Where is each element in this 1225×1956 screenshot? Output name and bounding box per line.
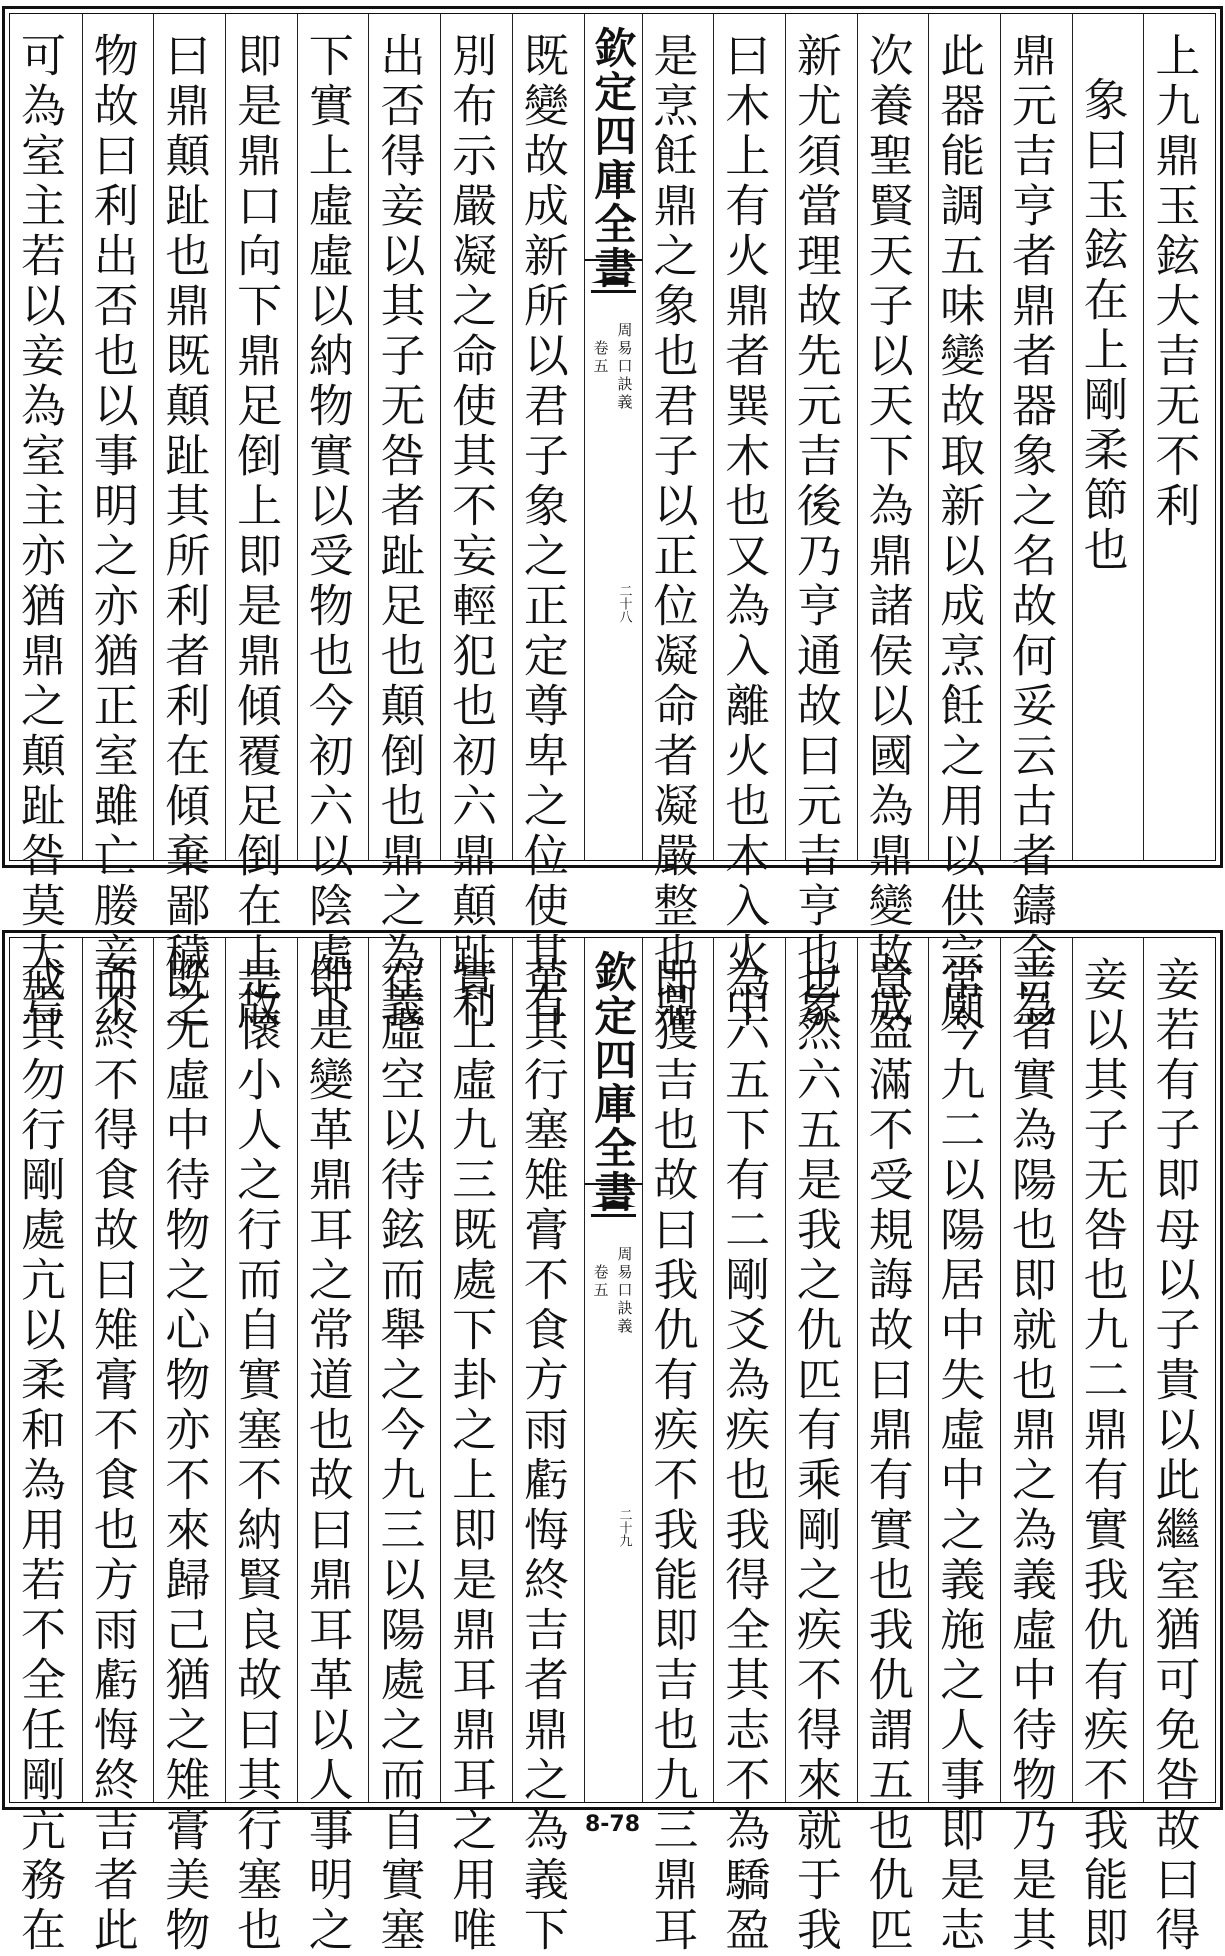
volume-label: 卷五 (591, 340, 610, 376)
text-column: 次養聖賢天子以天下為鼎諸侯以國為鼎變故成 (857, 14, 929, 860)
text-column: 象曰玉鉉在上剛柔節也 (1072, 14, 1144, 860)
text-column: 曰木上有火鼎者巽木也又為入離火也木入火中 (713, 14, 785, 860)
text-column: 在虛空以待鉉而舉之今九三以陽處之而自實塞 (368, 938, 440, 1802)
collection-title: 欽定四庫全書 (585, 14, 642, 261)
folio-number: 二十八 (616, 584, 632, 623)
page-number: 8-78 (584, 1812, 641, 1837)
text-column: 也然六五是我之仇匹有乘剛之疾不得來就于我 (785, 938, 857, 1802)
book-title: 周易口訣義 (615, 1246, 634, 1336)
text-column: 此器能調五味變故取新以成烹飪之用以供宗廟 (928, 14, 1000, 860)
book-title: 周易口訣義 (615, 322, 634, 412)
text-column: 是懷小人之行而自實塞不納賢良故曰其行塞也 (225, 938, 297, 1802)
text-column: 妾若有子即母以子貴以此繼室猶可免咎故曰得 (1143, 938, 1215, 1802)
text-column: 鼎元吉亨者鼎者器象之名故何妥云古者鑄金為 (1000, 14, 1072, 860)
text-column: 可為室主若以妾為室主亦猶鼎之顛趾咎莫大焉 (13, 32, 66, 1032)
text-column: 別布示嚴凝之命使其不妄輕犯也初六鼎顛趾利 (440, 14, 512, 860)
text-column: 常今九二以陽居中失虛中之義施之人事即是志 (928, 938, 1000, 1802)
text-column: 為六五下有二剛爻為疾也我得全其志不為驕盈 (713, 938, 785, 1802)
text-column: 即是鼎口向下鼎足倒上即是鼎傾覆足倒在上故 (225, 14, 297, 860)
text-column: 而終不得食故曰雉膏不食也方雨虧悔終吉者此 (82, 938, 154, 1802)
text-column: 是烹飪鼎之象也君子以正位凝命者凝嚴整也鼎 (642, 14, 714, 860)
fish-tail-mark-icon (591, 1200, 636, 1207)
fish-tail-mark-icon (591, 276, 636, 283)
page-upper-frame (9, 13, 1216, 1032)
text-column: 上九鼎玉鉉大吉无不利 (1143, 14, 1215, 860)
collection-title: 欽定四庫全書 (585, 938, 642, 1185)
text-column: 意盈滿不受規誨故曰鼎有實也我仇謂五也仇匹 (857, 938, 929, 1802)
text-column: 妾以其子无咎也九二鼎有實我仇有疾不我能即 (1072, 938, 1144, 1802)
text-column: 下實上虛虛以納物實以受物也今初六以陰處下 (297, 14, 369, 860)
text-column: 曰鼎顛趾也鼎既顛趾其所利者利在傾棄鄙穢之 (153, 14, 225, 860)
text-column: 即是變革鼎耳之常道也故曰鼎耳革以人事明之 (297, 938, 369, 1802)
text-column: 新尤須當理故先元吉後乃亨通故曰元吉亨也象 (785, 14, 857, 860)
center-fold (584, 938, 642, 1802)
text-column: 即獲吉也故曰我仇有疾不我能即吉也九三鼎耳 (642, 938, 714, 1802)
volume-label: 卷五 (591, 1264, 610, 1300)
text-column: 戒其勿行剛處亢以柔和為用若不全任剛亢務在 (13, 956, 66, 1956)
text-column: 實上虛九三既處下卦之上即是鼎耳鼎耳之用唯 (440, 938, 512, 1802)
text-column: 既變故成新所以君子象之正定尊卑之位使其有 (512, 14, 584, 860)
fish-tail-line-icon (591, 290, 636, 309)
text-column: 既无虛中待物之心物亦不來歸己猶之雉膏美物 (153, 938, 225, 1802)
text-column: 吉者實為陽也即就也鼎之為義虛中待物乃是其 (1000, 938, 1072, 1802)
fish-tail-line-icon (591, 1214, 636, 1233)
text-column: 物故曰利出否也以事明之亦猶正室雖亡媵妾不 (82, 14, 154, 860)
center-fold (584, 14, 642, 860)
page-upper (2, 6, 1223, 1032)
text-column: 出否得妾以其子无咎者趾足也顛倒也鼎之為義 (368, 14, 440, 860)
text-column: 革其行塞雉膏不食方雨虧悔終吉者鼎之為義下 (512, 938, 584, 1802)
folio-number: 二十九 (616, 1508, 632, 1547)
